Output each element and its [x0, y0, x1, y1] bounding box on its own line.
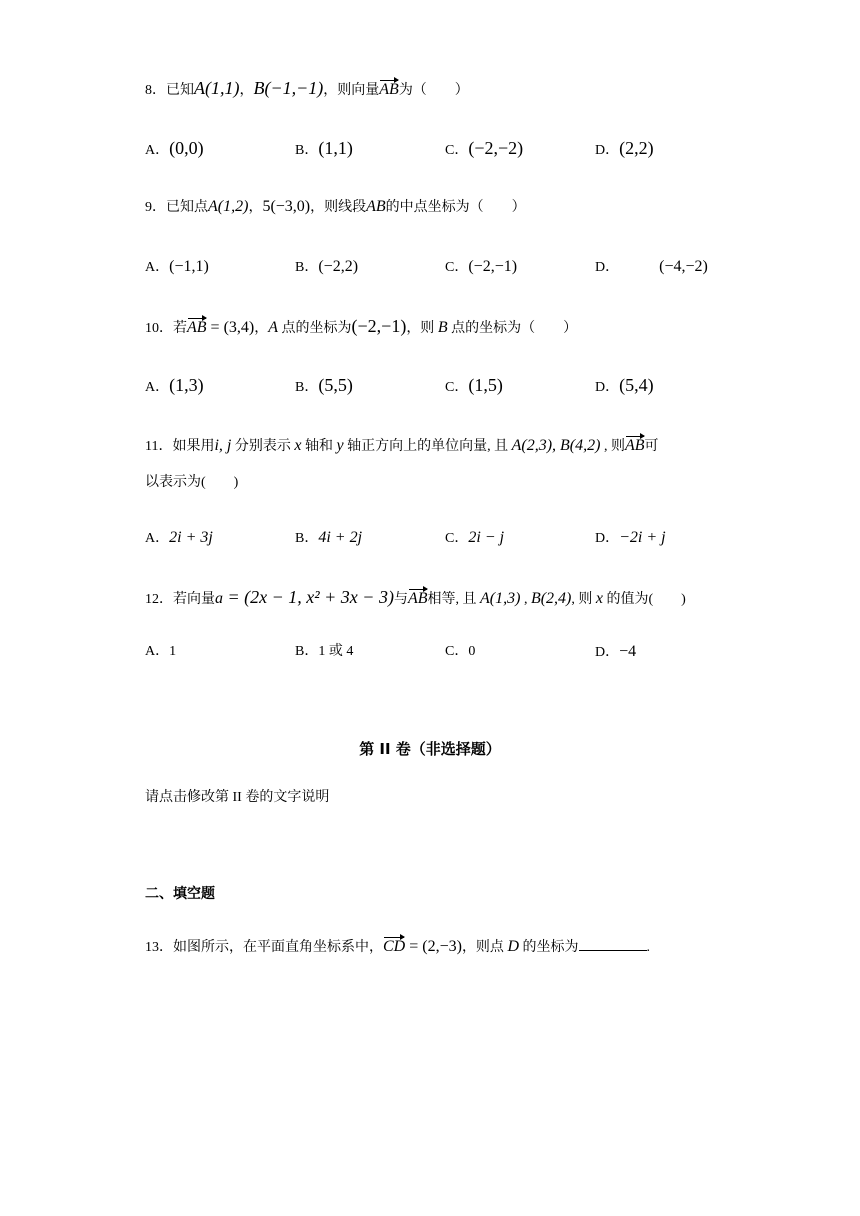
option-label: A． — [145, 260, 170, 275]
q8-text-1: 已知 — [166, 83, 194, 98]
q12-expression: = (2x − 1, x² + 3x − 3) — [223, 587, 394, 607]
q11-text-2: 分别表示 — [231, 439, 295, 454]
q13-text-2: ，则点 — [461, 940, 508, 955]
q9-text-2: ，则线段 — [310, 200, 367, 215]
option-label: C． — [445, 380, 469, 395]
question-number: 8． — [145, 83, 166, 98]
unit-vectors: i, j — [214, 437, 232, 454]
q12-sep: , — [520, 592, 531, 607]
option-label: C． — [445, 143, 469, 158]
answer-blank[interactable] — [579, 936, 647, 951]
point-b: B(2,4) — [530, 590, 572, 607]
section-description[interactable]: 请点击修改第 II 卷的文字说明 — [145, 790, 330, 805]
option-value: (2,2) — [619, 138, 654, 158]
option-label: C． — [445, 531, 469, 546]
option-value: (−1,1) — [169, 258, 209, 275]
option-label: B． — [295, 260, 319, 275]
option-d[interactable] — [595, 527, 666, 550]
vector-ab: AB — [625, 435, 645, 457]
vector-ab: AB — [379, 79, 399, 101]
q9-text-1: 已知点 — [166, 200, 208, 215]
option-value: (1,5) — [468, 375, 503, 395]
option-c[interactable] — [445, 527, 504, 550]
x-var: x — [595, 590, 603, 607]
option-label: D． — [595, 143, 620, 158]
option-label: A． — [145, 531, 170, 546]
question-9 — [145, 196, 526, 219]
q9-sep: ， — [248, 200, 263, 215]
q13-text-1: 如图所示，在平面直角坐标系中， — [173, 940, 383, 955]
question-number: 9． — [145, 200, 166, 215]
point-a: A(1,2) — [208, 198, 249, 215]
segment-ab: AB — [366, 198, 386, 215]
question-12 — [145, 586, 686, 611]
option-label: A． — [145, 644, 170, 659]
option-value: 2i − j — [468, 529, 505, 546]
question-8 — [145, 77, 469, 102]
point-a: A(1,1) — [194, 78, 240, 98]
q8-text-3: 为（ ） — [398, 83, 469, 98]
option-value: (−2,−2) — [468, 138, 524, 158]
option-b[interactable] — [295, 137, 353, 162]
option-a[interactable] — [145, 641, 176, 663]
vector-ab: AB — [187, 317, 207, 339]
option-b[interactable] — [295, 641, 353, 663]
question-11 — [145, 435, 659, 458]
q13-end: . — [646, 940, 650, 955]
option-a[interactable] — [145, 256, 209, 279]
q8-text-2: ，则向量 — [323, 83, 380, 98]
option-label: B． — [295, 143, 319, 158]
option-label: B． — [295, 531, 319, 546]
q11-text-5: , 则 — [600, 439, 625, 454]
option-label: D． — [595, 380, 620, 395]
q11-text-6: 可 — [644, 439, 659, 454]
option-b[interactable] — [295, 256, 358, 279]
option-c[interactable] — [445, 641, 475, 663]
option-a[interactable] — [145, 137, 204, 162]
option-d[interactable] — [595, 374, 654, 399]
option-value: (−4,−2) — [659, 258, 708, 275]
q11-text-4: 轴正方向上的单位向量, 且 — [343, 439, 512, 454]
point-b: B — [437, 319, 448, 336]
option-d[interactable] — [595, 137, 654, 162]
question-11-line-2: 以表示为( ) — [145, 475, 239, 490]
option-value: (1,1) — [318, 138, 353, 158]
option-label: A． — [145, 143, 170, 158]
option-label: B． — [295, 380, 319, 395]
part-heading: 二、填空题 — [145, 886, 215, 902]
option-value: (1,3) — [169, 375, 204, 395]
question-13 — [145, 936, 650, 959]
question-number: 12． — [145, 592, 173, 607]
point-a: A(1,3) — [480, 590, 521, 607]
point-d: D — [507, 938, 519, 955]
option-b[interactable] — [295, 374, 353, 399]
option-value: (−2,−1) — [468, 258, 518, 275]
option-value: (5,4) — [619, 375, 654, 395]
option-label: C． — [445, 260, 469, 275]
q12-text-5: 的值为( ) — [602, 592, 686, 607]
question-number: 13． — [145, 940, 173, 955]
q12-text-4: , 则 — [571, 592, 596, 607]
option-label: A． — [145, 380, 170, 395]
option-label: C． — [445, 644, 469, 659]
coordinate: (−2,−1) — [351, 316, 407, 336]
option-a[interactable] — [145, 374, 204, 399]
vector-cd: CD — [383, 936, 405, 958]
q12-text-3: 相等, 且 — [427, 592, 480, 607]
option-value: 4i + 2j — [318, 529, 363, 546]
q12-text-2: 与 — [393, 592, 408, 607]
x-var: x — [294, 437, 302, 454]
q11-text-3: 轴和 — [301, 439, 337, 454]
option-label: D． — [595, 645, 620, 660]
question-10 — [145, 315, 577, 340]
q10-equation: = (3,4) — [206, 319, 255, 336]
q10-text-3: 点的坐标为 — [278, 321, 352, 336]
option-value: 1 — [169, 644, 177, 659]
option-d[interactable] — [595, 256, 708, 279]
q9-text-3: 的中点坐标为（ ） — [385, 200, 526, 215]
q10-text-5: 点的坐标为（ ） — [447, 321, 578, 336]
question-number: 10． — [145, 321, 173, 336]
y-var: y — [336, 437, 344, 454]
option-c[interactable] — [445, 137, 523, 162]
point-b: 5(−3,0) — [262, 198, 311, 215]
option-value: 1 或 4 — [318, 644, 354, 659]
q10-text-2: ， — [254, 321, 269, 336]
option-value: (0,0) — [169, 138, 204, 158]
q10-text-1: 若 — [173, 321, 187, 336]
question-number: 11． — [145, 439, 173, 454]
option-label: D． — [595, 531, 620, 546]
vector-a: a — [215, 590, 223, 607]
section-title: 第 II 卷（非选择题） — [359, 740, 501, 758]
option-value: −2i + j — [619, 529, 666, 546]
option-c[interactable] — [445, 256, 517, 279]
q8-sep: ， — [239, 83, 254, 98]
option-b[interactable] — [295, 527, 362, 550]
q13-text-3: 的坐标为 — [519, 940, 579, 955]
option-label: B． — [295, 644, 319, 659]
q10-text-4: ，则 — [406, 321, 438, 336]
option-value: 2i + 3j — [169, 529, 213, 546]
q13-equation: = (2,−3) — [405, 938, 462, 955]
option-value: (5,5) — [318, 375, 353, 395]
points-ab: A(2,3), B(4,2) — [511, 437, 601, 454]
option-value: (−2,2) — [318, 258, 359, 275]
option-a[interactable] — [145, 527, 213, 550]
option-value: −4 — [619, 643, 637, 660]
point-b: B(−1,−1) — [253, 78, 324, 98]
point-a: A — [268, 319, 279, 336]
option-d[interactable] — [595, 641, 636, 664]
q11-text-1: 如果用 — [172, 439, 215, 454]
vector-ab: AB — [408, 588, 428, 610]
option-c[interactable] — [445, 374, 503, 399]
q12-text-1: 若向量 — [173, 592, 215, 607]
option-value: 0 — [468, 644, 476, 659]
option-label: D． — [595, 260, 620, 275]
